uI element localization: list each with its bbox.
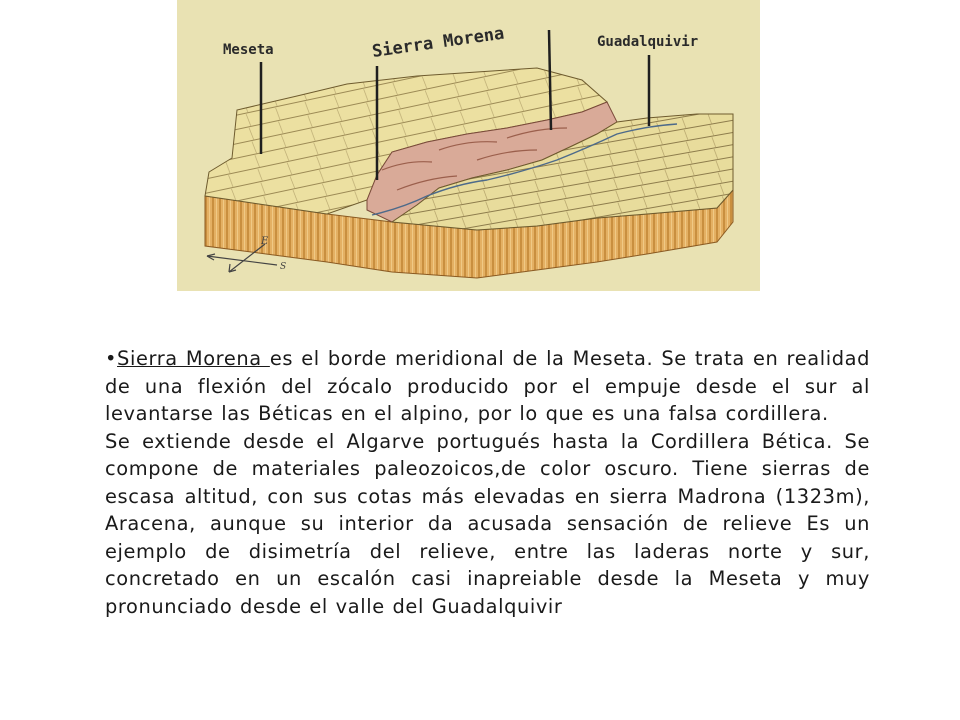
label-guadalquivir: Guadalquivir: [597, 34, 699, 50]
block-diagram-svg: [177, 0, 760, 291]
paragraph-2: Se extiende desde el Algarve portugués hasta la Cordillera Bética. Se compone de materiales paleozoicos,de color oscuro. Tiene sierras de escasa altitud, con sus cotas más elevadas en sierra Madrona (1323m), Aracena, aunque su interior da acusada sensación de relieve Es un ejemplo de disimetría del relieve, entre las laderas norte y sur, concretado en un escalón casi inapreiable desde la Meseta y muy pronunciado desde el valle del Guadalquivir: [105, 429, 870, 618]
term-sierra-morena: Sierra Morena: [117, 347, 270, 370]
paragraph-1: [105, 345, 870, 428]
label-sierra-morena: Sierra Morena: [370, 23, 506, 62]
compass-east-label: E: [261, 236, 269, 247]
bullet: •: [105, 347, 118, 370]
label-meseta: Meseta: [223, 42, 274, 58]
description-text: [105, 345, 870, 620]
compass-south-label: S: [280, 262, 287, 272]
block-diagram-figure: [177, 0, 760, 291]
paragraph-1-body: es el borde meridional de la Meseta. Se trata en realidad de una flexión del zócalo producido por el empuje desde el sur al levantarse las Béticas en el alpino, por lo que es una falsa cordillera.: [105, 347, 870, 425]
